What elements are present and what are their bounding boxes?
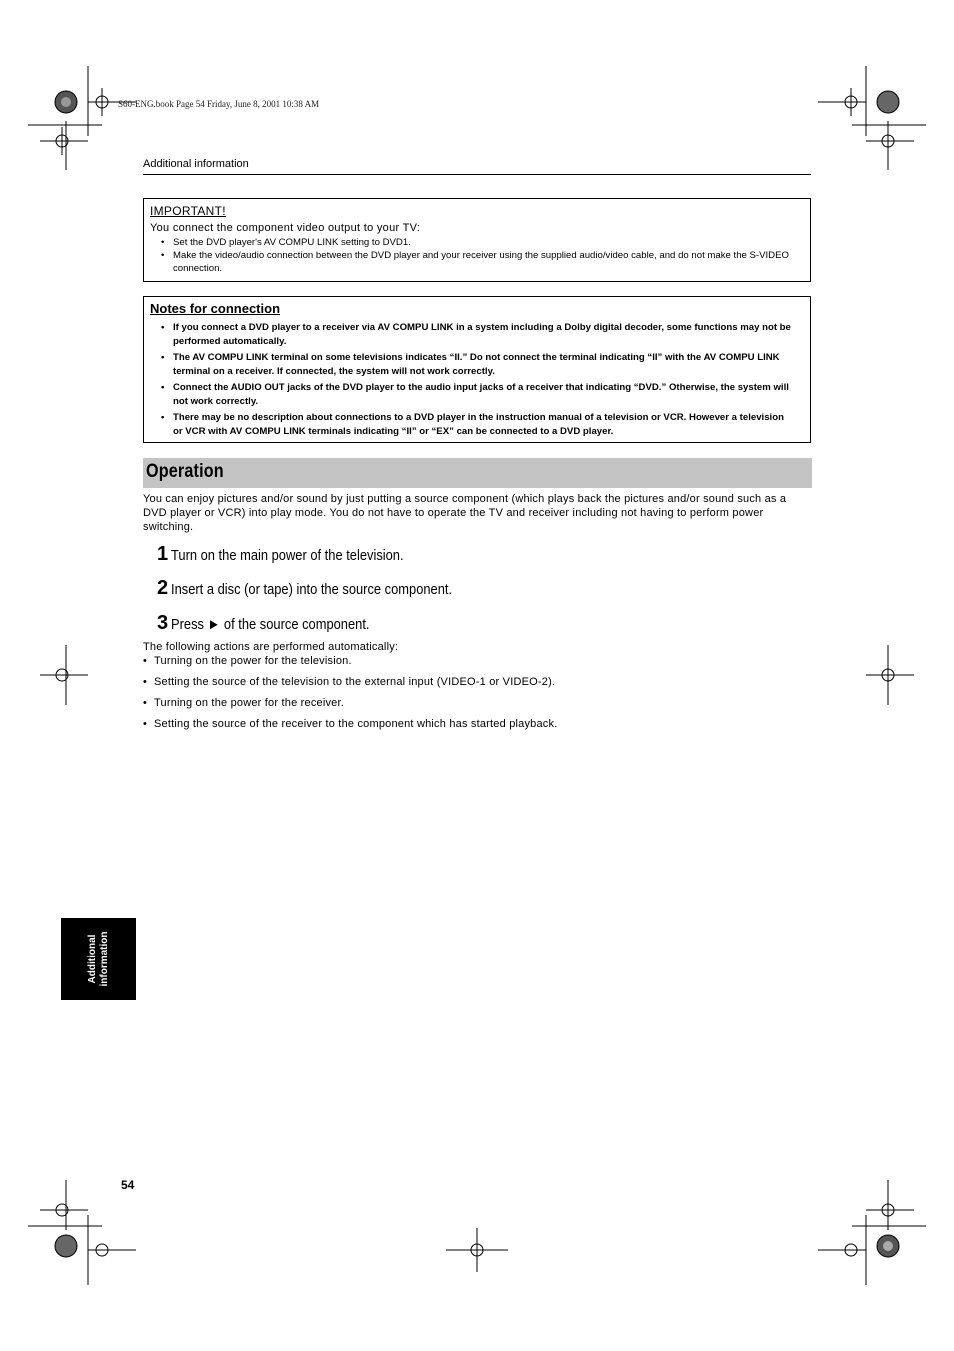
list-item: • Set the DVD player's AV COMPU LINK setting to DVD1. [161, 237, 411, 248]
step-1 [157, 543, 442, 566]
important-title: IMPORTANT! [150, 204, 226, 218]
bullet: • [161, 250, 165, 261]
list-item: • There may be no description about connections to a DVD player in the instruction manual of a television or VCR. However a television or VCR with AV COMPU LINK terminals indicating “II” or “EX” can be connected to a DVD player. [161, 412, 784, 437]
side-tab [61, 918, 136, 1000]
bullet: • [143, 697, 148, 709]
header-rule [143, 174, 811, 175]
bullet: • [143, 676, 148, 688]
step-number: 1 [157, 543, 169, 565]
step-text: Press ► of the source component. [171, 616, 370, 633]
list-item: • Turning on the power for the television. [143, 655, 352, 667]
important-box [143, 198, 811, 282]
list-item: • If you connect a DVD player to a receiver via AV COMPU LINK in a system including a Dolby digital decoder, some functions may not be performed automatically. [161, 322, 791, 347]
notes-title: Notes for connection [150, 301, 281, 316]
side-tab-label: Additional information [86, 931, 110, 987]
page-number: 54 [121, 1178, 135, 1192]
bullet: • [161, 322, 165, 333]
step-2 [157, 577, 498, 600]
operation-heading-bar [143, 458, 812, 488]
print-info: S60-ENG.book Page 54 Friday, June 8, 2001 10:38 AM [118, 99, 320, 109]
step-text: Turn on the main power of the television. [171, 547, 404, 564]
notes-list [150, 321, 795, 441]
bullet: • [143, 718, 148, 730]
list-item: • The AV COMPU LINK terminal on some televisions indicates “II.” Do not connect the terminal indicating “II” with the AV COMPU LINK terminal on a receiver. If connected, the system will not work correctly. [161, 352, 780, 377]
step-text: Insert a disc (or tape) into the source component. [171, 581, 453, 598]
list-item: • Turning on the power for the receiver. [143, 697, 345, 709]
bullet: • [161, 382, 165, 393]
list-item: • Connect the AUDIO OUT jacks of the DVD player to the audio input jacks of a receiver that indicating “DVD.” Otherwise, the system will not work correctly. [161, 382, 789, 407]
important-intro: You connect the component video output to your TV: [150, 222, 421, 234]
auto-actions-intro: The following actions are performed automatically: [143, 641, 399, 653]
list-item: • Setting the source of the television to the external input (VIDEO-1 or VIDEO-2). [143, 676, 556, 688]
list-item: • Make the video/audio connection between the DVD player and your receiver using the supplied audio/video cable, and do not make the S-VIDEO connection. [161, 250, 789, 274]
bullet: • [161, 412, 165, 423]
operation-intro: You can enjoy pictures and/or sound by just putting a source component (which plays back the pictures and/or sound such as a DVD player or VCR) into play mode. You do not have to operate the TV and receiver including not having to perform power switching. [143, 493, 787, 533]
bullet: • [161, 237, 165, 248]
section-header: Additional information [143, 158, 249, 170]
bullet: • [161, 352, 165, 363]
operation-title: Operation [146, 461, 224, 482]
step-number: 2 [157, 577, 169, 599]
step-number: 3 [157, 612, 169, 634]
bullet: • [143, 655, 148, 667]
list-item: • Setting the source of the receiver to the component which has started playback. [143, 718, 558, 730]
important-list [150, 236, 790, 275]
step-3 [157, 612, 402, 635]
notes-box [143, 296, 811, 443]
